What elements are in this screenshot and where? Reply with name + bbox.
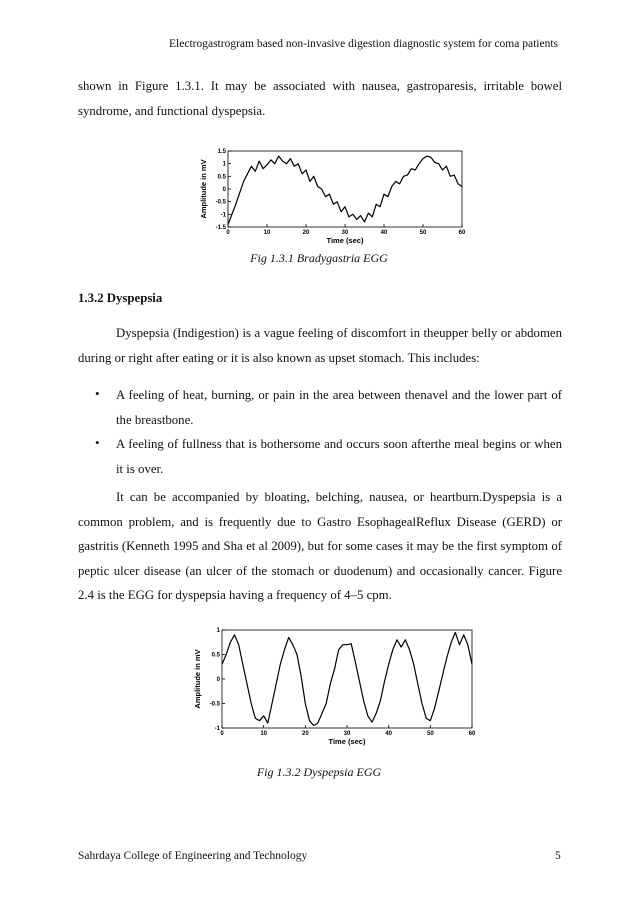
y-tick-label: -1 xyxy=(214,726,220,732)
x-tick-label: 50 xyxy=(426,731,434,737)
x-tick-label: 60 xyxy=(468,731,476,737)
x-tick-label: 40 xyxy=(385,731,393,737)
y-tick-label: 0.5 xyxy=(217,174,226,181)
dyspepsia-egg-chart xyxy=(190,624,482,750)
y-tick-label: 0.5 xyxy=(211,652,220,659)
x-tick-label: 50 xyxy=(419,230,427,236)
intro-paragraph: shown in Figure 1.3.1. It may be associated with nausea, gastroparesis, irritable bowel syndrome, and functional dyspepsia. xyxy=(78,79,562,118)
x-tick-label: 40 xyxy=(380,230,388,236)
page-number: 5 xyxy=(555,850,561,862)
x-tick-label: 30 xyxy=(341,230,349,236)
bullet-item: A feeling of heat, burning, or pain in the area between thenavel and the lower part of the breastbone. xyxy=(116,388,562,427)
dyspepsia-paragraph: Dyspepsia (Indigestion) is a vague feeling of discomfort in theupper belly or abdomen during or right after eating or it is also known as upset stomach. This includes: xyxy=(78,326,562,365)
figure-caption-2: Fig 1.3.2 Dyspepsia EGG xyxy=(256,765,382,779)
y-axis-label: Amplitude in mV xyxy=(193,649,202,709)
x-axis-label: Time (sec) xyxy=(326,236,364,245)
section-heading: 1.3.2 Dyspepsia xyxy=(78,291,163,305)
y-tick-label: 0 xyxy=(222,187,226,193)
footer-institution: Sahrdaya College of Engineering and Technology xyxy=(78,850,308,862)
running-header: Electrogastrogram based non-invasive digestion diagnostic system for coma patients xyxy=(169,38,558,50)
y-tick-label: 1 xyxy=(216,628,220,634)
y-tick-label: 1.5 xyxy=(217,149,226,155)
series-line xyxy=(222,633,472,726)
bullet-icon: • xyxy=(95,435,100,450)
bullet-icon: • xyxy=(95,386,100,401)
x-tick-label: 0 xyxy=(220,731,224,737)
x-tick-label: 30 xyxy=(343,731,351,737)
x-tick-label: 0 xyxy=(226,230,230,236)
y-axis-label: Amplitude in mV xyxy=(199,159,208,219)
series-line xyxy=(228,156,462,224)
y-tick-label: -1.5 xyxy=(215,225,226,231)
figure-caption-1: Fig 1.3.1 Bradygastria EGG xyxy=(250,251,388,265)
y-tick-label: 0 xyxy=(216,677,220,683)
y-tick-label: -0.5 xyxy=(209,701,220,708)
x-tick-label: 20 xyxy=(302,230,310,236)
bullet-item: A feeling of fullness that is bothersome and occurs soon afterthe meal begins or when it is over. xyxy=(116,437,562,476)
x-tick-label: 60 xyxy=(458,230,466,236)
x-tick-label: 10 xyxy=(260,731,268,737)
closing-paragraph: It can be accompanied by bloating, belching, nausea, or heartburn.Dyspepsia is a common problem, and is frequently due to Gastro EsophagealReflux Disease (GERD) or gastritis (Kenneth 1995 and Sha et al 2009), but for some cases it may be the first symptom of peptic ulcer disease (an ulcer of the stomach or duodenum) and occasionally cancer. Figure 2.4 is the EGG for dyspepsia having a frequency of 4–5 cpm. xyxy=(78,490,562,602)
y-tick-label: -1 xyxy=(220,212,226,219)
plot-frame xyxy=(228,151,462,227)
bradygastria-egg-chart xyxy=(198,146,472,246)
x-tick-label: 20 xyxy=(301,731,309,737)
y-tick-label: 1 xyxy=(222,161,226,168)
x-axis-label: Time (sec) xyxy=(328,737,366,746)
y-tick-label: -0.5 xyxy=(215,199,226,206)
x-tick-label: 10 xyxy=(263,230,271,236)
